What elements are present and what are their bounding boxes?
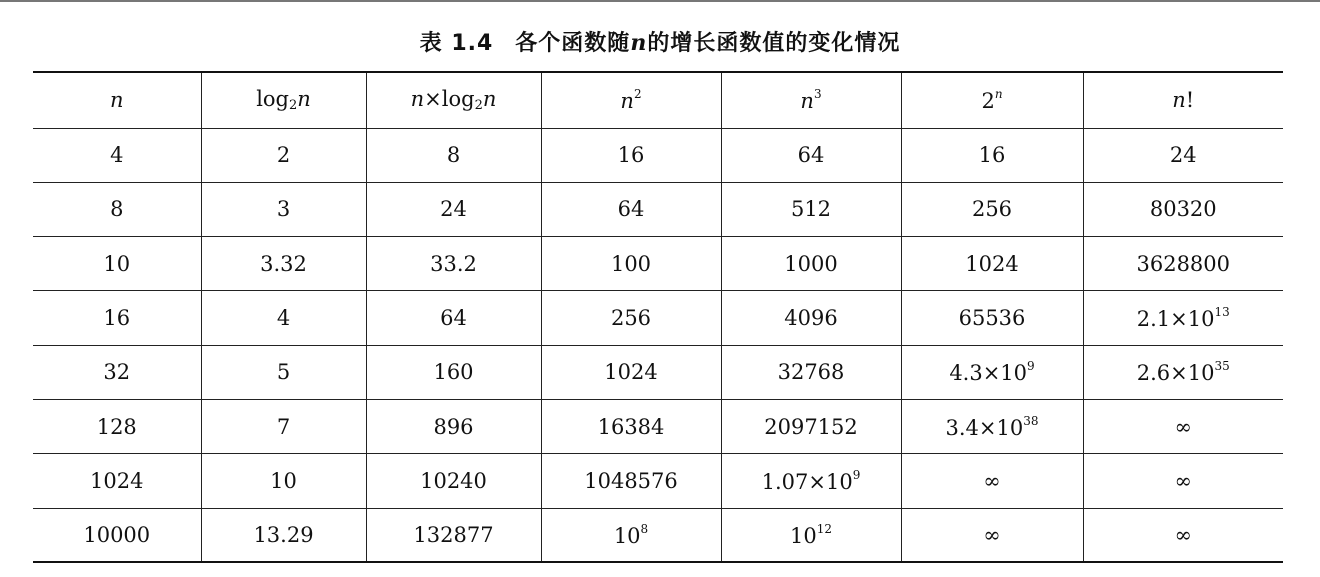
column-header-n3: [721, 72, 901, 128]
table-cell-nfact: [1083, 399, 1283, 453]
subscript: 2: [289, 98, 298, 114]
table-caption: [0, 26, 1320, 57]
cell-text: 8: [446, 143, 461, 168]
cell-text: ∞: [983, 522, 1001, 547]
table-cell-log2n: [201, 182, 366, 236]
table-cell-nlog2n: [366, 182, 541, 236]
cell-text: n: [1172, 88, 1186, 113]
column-header-n2: [541, 72, 721, 128]
table-cell-2n: [901, 345, 1083, 399]
table-cell-n3: [721, 182, 901, 236]
cell-text: 160: [433, 360, 474, 385]
table-row: [33, 182, 1283, 236]
column-header-n: [33, 72, 201, 128]
table-cell-n: [33, 345, 201, 399]
cell-text: log: [256, 87, 289, 112]
column-header-2n: [901, 72, 1083, 128]
table-cell-nfact: [1083, 454, 1283, 508]
table-cell-n3: [721, 345, 901, 399]
cell-text: 2097152: [764, 414, 858, 439]
cell-text: 132877: [413, 522, 494, 547]
superscript: 38: [1023, 413, 1039, 428]
cell-text: 512: [790, 197, 832, 222]
table-cell-n: [33, 399, 201, 453]
table-cell-n: [33, 128, 201, 182]
caption-title-before: 各个函数随: [515, 31, 631, 56]
table-row: [33, 291, 1283, 345]
table-cell-log2n: [201, 399, 366, 453]
table-cell-nlog2n: [366, 291, 541, 345]
table-cell-nfact: [1083, 291, 1283, 345]
table-cell-n2: [541, 128, 721, 182]
cell-text: !: [1185, 88, 1195, 113]
table-cell-n3: [721, 508, 901, 562]
cell-text: 2: [276, 143, 291, 168]
cell-text: 1024: [90, 468, 144, 493]
cell-text: ×log: [424, 87, 475, 112]
superscript: 12: [816, 521, 832, 536]
superscript: 9: [1027, 359, 1035, 374]
superscript: 2: [633, 87, 642, 102]
table-row: [33, 128, 1283, 182]
table-cell-nfact: [1083, 128, 1283, 182]
cell-text: n: [800, 89, 814, 114]
cell-text: 4.3×10: [949, 361, 1028, 386]
table-row: [33, 345, 1283, 399]
table-cell-2n: [901, 508, 1083, 562]
cell-text: 32768: [777, 360, 845, 385]
table-header-row: [33, 72, 1283, 128]
cell-text: 2: [981, 89, 995, 114]
table-cell-log2n: [201, 508, 366, 562]
table-cell-nlog2n: [366, 508, 541, 562]
table-row: [33, 508, 1283, 562]
cell-text: 64: [617, 197, 645, 222]
column-header-nfact: [1083, 72, 1283, 128]
table-cell-n3: [721, 399, 901, 453]
cell-text: 896: [433, 414, 474, 439]
table-cell-log2n: [201, 128, 366, 182]
superscript: 35: [1214, 359, 1230, 374]
table-cell-n2: [541, 508, 721, 562]
cell-text: ∞: [1174, 522, 1192, 547]
cell-text: 13.29: [253, 522, 314, 547]
page-top-rule: [0, 0, 1320, 2]
cell-text: 16: [978, 143, 1006, 168]
cell-text: 2.1×10: [1136, 307, 1215, 332]
cell-text: 10: [103, 251, 131, 276]
table-cell-n: [33, 454, 201, 508]
column-header-log2n: [201, 72, 366, 128]
cell-text: 8: [110, 197, 124, 222]
cell-text: 4: [110, 143, 124, 168]
cell-text: 1.07×10: [761, 469, 853, 494]
table-cell-n2: [541, 237, 721, 291]
cell-text: 3628800: [1136, 251, 1231, 276]
cell-text: 1000: [784, 251, 838, 276]
table-cell-2n: [901, 182, 1083, 236]
superscript: 8: [640, 521, 649, 536]
table-cell-nfact: [1083, 508, 1283, 562]
table-cell-nfact: [1083, 237, 1283, 291]
table-cell-nlog2n: [366, 128, 541, 182]
table-cell-n: [33, 508, 201, 562]
cell-text: 4: [276, 306, 291, 331]
cell-text: 1024: [604, 360, 658, 385]
table-cell-n2: [541, 291, 721, 345]
cell-text: ∞: [1174, 414, 1192, 439]
table-cell-nfact: [1083, 345, 1283, 399]
table-cell-log2n: [201, 291, 366, 345]
caption-title-var: n: [630, 30, 648, 56]
cell-text: 10000: [83, 522, 151, 547]
superscript: 3: [813, 87, 822, 102]
caption-label: 表 1.4: [419, 31, 494, 56]
growth-table: [33, 71, 1283, 563]
table-cell-n2: [541, 399, 721, 453]
cell-text: 16: [617, 143, 645, 168]
table-cell-log2n: [201, 454, 366, 508]
cell-text: 10: [270, 468, 297, 493]
table-cell-nlog2n: [366, 345, 541, 399]
table-cell-nlog2n: [366, 399, 541, 453]
cell-text: 256: [610, 306, 652, 331]
superscript: 9: [852, 467, 861, 482]
table-cell-n2: [541, 182, 721, 236]
cell-text: 64: [797, 143, 825, 168]
subscript: 2: [474, 98, 483, 114]
cell-text: n: [482, 87, 497, 112]
table-body: [33, 128, 1283, 562]
table-cell-n3: [721, 128, 901, 182]
table-cell-nlog2n: [366, 454, 541, 508]
cell-text: 16384: [597, 414, 665, 439]
cell-text: 1024: [965, 251, 1019, 276]
cell-text: n: [297, 87, 311, 112]
table-row: [33, 399, 1283, 453]
cell-text: 10240: [420, 468, 487, 493]
table-cell-n: [33, 237, 201, 291]
cell-text: 10: [789, 523, 817, 548]
table-cell-n: [33, 291, 201, 345]
cell-text: 5: [276, 360, 291, 385]
table-cell-log2n: [201, 237, 366, 291]
superscript: n: [994, 87, 1003, 102]
column-header-nlog2n: [366, 72, 541, 128]
table-cell-nfact: [1083, 182, 1283, 236]
cell-text: 2.6×10: [1136, 361, 1215, 386]
cell-text: 33.2: [430, 251, 477, 276]
cell-text: 80320: [1149, 197, 1217, 222]
caption-title-after: 的增长函数值的变化情况: [647, 31, 901, 56]
table-row: [33, 454, 1283, 508]
cell-text: 3.32: [260, 251, 307, 276]
table-cell-2n: [901, 291, 1083, 345]
cell-text: 100: [610, 251, 652, 276]
table-cell-n: [33, 182, 201, 236]
table-cell-n3: [721, 291, 901, 345]
cell-text: n: [410, 87, 425, 112]
cell-text: 3.4×10: [945, 415, 1024, 440]
cell-text: 65536: [958, 306, 1026, 331]
cell-text: 32: [103, 360, 131, 385]
table-cell-2n: [901, 237, 1083, 291]
cell-text: 10: [613, 523, 641, 548]
cell-text: 24: [1169, 143, 1197, 168]
superscript: 13: [1214, 305, 1230, 320]
table-cell-log2n: [201, 345, 366, 399]
table-cell-n3: [721, 237, 901, 291]
cell-text: 64: [440, 306, 467, 331]
cell-text: 7: [276, 414, 291, 439]
cell-text: ∞: [1174, 468, 1192, 493]
table-cell-n2: [541, 345, 721, 399]
cell-text: 3: [276, 197, 291, 222]
table-cell-2n: [901, 128, 1083, 182]
cell-text: 4096: [784, 306, 838, 331]
table-cell-2n: [901, 399, 1083, 453]
cell-text: ∞: [983, 468, 1001, 493]
cell-text: n: [109, 88, 124, 113]
cell-text: 256: [971, 197, 1013, 222]
cell-text: 1048576: [584, 468, 678, 493]
table-cell-n2: [541, 454, 721, 508]
table-cell-nlog2n: [366, 237, 541, 291]
cell-text: 24: [440, 197, 467, 222]
table-cell-n3: [721, 454, 901, 508]
table-row: [33, 237, 1283, 291]
cell-text: 128: [96, 414, 137, 439]
cell-text: 16: [103, 306, 131, 331]
table-cell-2n: [901, 454, 1083, 508]
cell-text: n: [620, 89, 634, 114]
